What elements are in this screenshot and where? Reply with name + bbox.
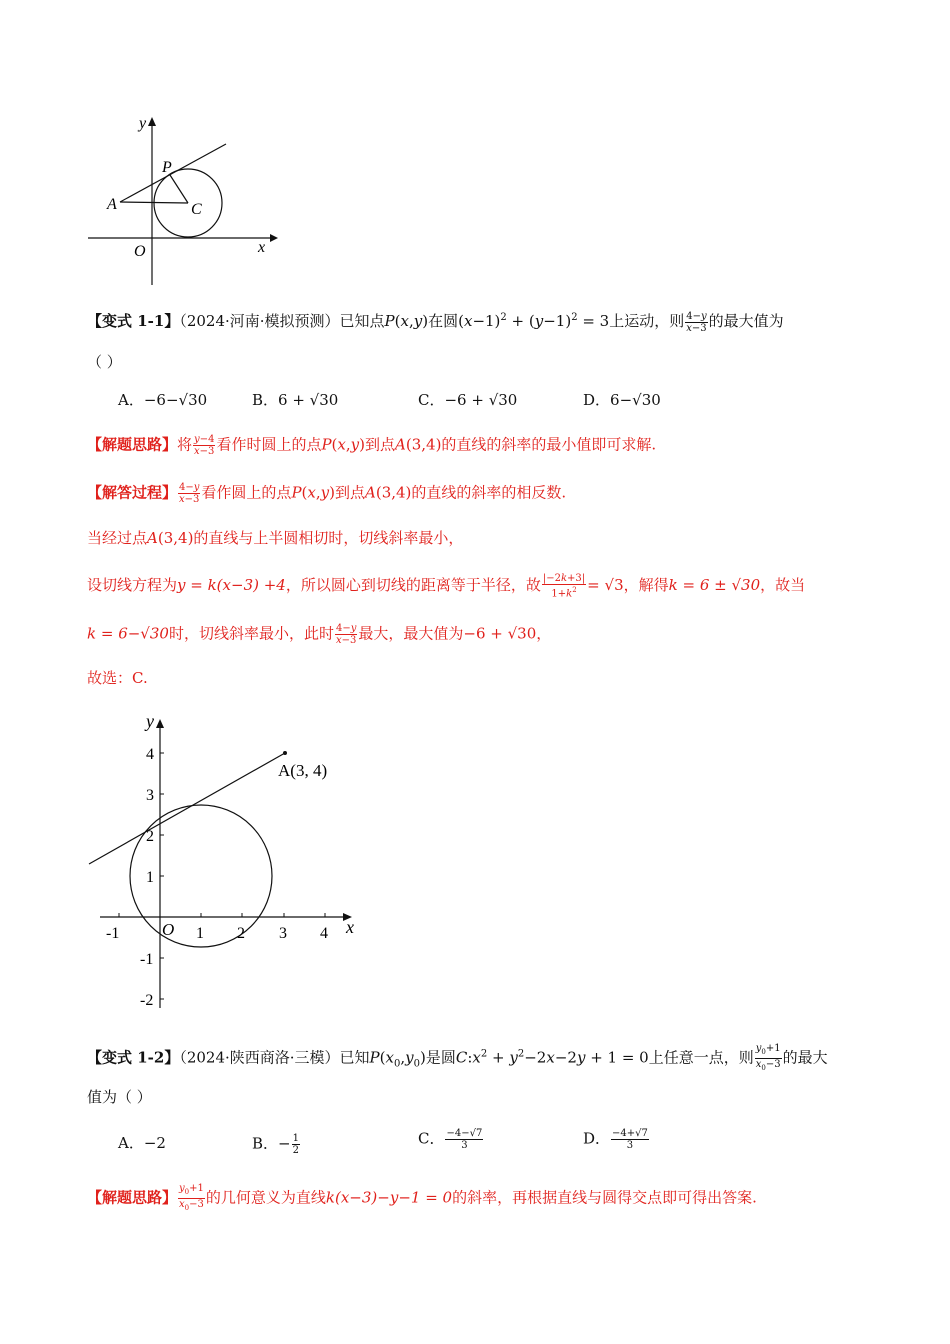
a1-process: 【解答过程】 $\frac{4-y}{x-3}$ 看作圆上的点P(x,y)到点A(3,4)的直线的斜率的相反数.: [87, 482, 567, 505]
a1-line4-eq: k = 6−√30: [87, 624, 169, 643]
a1-think-to: 到点: [365, 435, 396, 454]
fig2-tick-label-x-1: 1: [196, 925, 204, 942]
q1-tag: 【变式 1-1】: [87, 312, 180, 330]
fig2-tick-label-y-4: 4: [146, 746, 154, 763]
a2-think-end: 的斜率，再根据直线与圆得交点即可得出答案.: [452, 1188, 757, 1207]
a1-line2-end: 的直线与上半圆相切时，切线斜率最小，: [193, 529, 464, 547]
a1-line4-end: ，: [536, 624, 552, 643]
q1-option-d-value: 6−√30: [610, 391, 661, 409]
q2-stem: 【变式 1-2】（2024·陕西商洛·三模）已知$P(x_0,y_0)$是圆$C:x^2 + y^2-2x-2y + 1 = 0$上任意一点，则 $\frac{y_0+1}{x_0-3}$ 的最大: [87, 1043, 828, 1072]
fig2-tick-label-y-1: 1: [146, 869, 154, 886]
fig2-tick-label-y-3: 3: [146, 787, 154, 804]
a1-proc-end: 的直线的斜率的相反数.: [411, 483, 567, 502]
figure-1-diagram: [84, 110, 284, 290]
fig1-x-arrow: [270, 234, 278, 242]
q1-stem-end: 的最大值为: [708, 312, 784, 330]
fig2-tick-label-x-2: 2: [237, 925, 245, 942]
fig1-label-x: x: [258, 239, 266, 256]
q2-stem-mid1: 是圆: [425, 1048, 456, 1067]
a1-line2-pre: 当经过点: [87, 529, 148, 547]
fig1-segment-pc: [170, 175, 188, 203]
q1-option-c-label: C．: [418, 391, 445, 409]
a1-line4-mid: 时，切线斜率最小，此时: [168, 624, 334, 643]
a1-think-pre: 将: [177, 435, 193, 454]
a2-think-eq: k(x−3)−y−1 = 0: [325, 1188, 453, 1207]
q1-option-c[interactable]: [418, 390, 517, 410]
q1-option-b-label: B．: [252, 391, 279, 409]
fig1-label-a: A: [107, 196, 117, 213]
q2-option-a-value: −2: [143, 1134, 166, 1152]
q1-stem-mid2: 上运动，则: [609, 312, 685, 330]
q2-stem-end: 的最大: [782, 1048, 828, 1067]
q2-option-b-value: −: [278, 1134, 291, 1153]
a1-line3-eq3: k = 6 ± √30: [668, 576, 761, 595]
fig1-tangent-line: [120, 144, 226, 202]
a1-choose: 故选：C.: [87, 669, 148, 687]
q2-option-d-value: −4+√7: [612, 1128, 648, 1139]
q2-option-c[interactable]: C． $\frac{-4-√7}{3}$: [418, 1128, 483, 1151]
fig2-tangent-line: [89, 753, 285, 864]
q1-option-d-label: D．: [583, 391, 611, 409]
q1-paren: （ ）: [87, 353, 122, 371]
a1-line3-eq2: = √3: [587, 576, 624, 595]
fig1-label-c: C: [191, 201, 202, 218]
fig2-point-label: A(3, 4): [278, 761, 328, 780]
a1-proc-mid: 看作圆上的点: [201, 483, 292, 502]
q2-line2: 值为（ ）: [87, 1088, 152, 1106]
q2-option-d[interactable]: D． $\frac{-4+√7}{3}$: [583, 1128, 648, 1151]
q2-option-c-value: −4−√7: [446, 1128, 483, 1139]
fig2-tick-label-x-m1: -1: [106, 925, 120, 942]
fig2-tick-label-y-m2: -2: [140, 992, 154, 1009]
q2-source: （2024·陕西商洛·三模）已知: [179, 1048, 370, 1067]
fig1-y-arrow: [148, 117, 156, 126]
q1-option-b-value: 6 + √30: [278, 391, 339, 409]
q1-option-a-label: A．: [118, 391, 144, 409]
q1-source: （2024·河南·模拟预测）已知点: [179, 312, 385, 330]
a1-line4: k = 6−√30时，切线斜率最小，此时 $\frac{4-y}{x-3}$ 最大，最大值为−6 + √30，: [87, 623, 552, 646]
a1-think-mid: 看作时圆上的点: [216, 435, 322, 454]
a1-proc-to: 到点: [334, 483, 365, 502]
fig2-label-o: O: [162, 920, 175, 939]
fig2-tick-label-x-3: 3: [279, 925, 287, 942]
fig2-y-arrow: [156, 719, 164, 728]
q1-stem-mid1: 在圆: [428, 312, 459, 330]
fig2-point-a: [283, 751, 287, 755]
fig1-label-o: O: [134, 243, 146, 260]
a1-think-end: 的直线的斜率的最小值即可求解.: [441, 435, 657, 454]
a1-line3-end: ，故当: [760, 576, 806, 595]
q2-option-a[interactable]: [118, 1133, 166, 1153]
q1-option-c-value: −6 + √30: [444, 391, 518, 409]
a1-line4-mid2: 最大，最大值为: [358, 624, 464, 643]
q2-option-b-label: B．: [252, 1134, 279, 1153]
a1-line2: 当经过点A(3,4)的直线与上半圆相切时，切线斜率最小，: [87, 529, 464, 547]
q1-option-a[interactable]: [118, 390, 207, 410]
fig1-segment-ac: [120, 202, 188, 203]
a1-think-tag: 【解题思路】: [87, 435, 178, 454]
fig1-label-p: P: [162, 159, 172, 176]
a1-thinking: 【解题思路】将 $\frac{y-4}{x-3}$ 看作时圆上的点P(x,y)到点A(3,4)的直线的斜率的最小值即可求解.: [87, 434, 657, 457]
a2-think-mid: 的几何意义为直线: [205, 1188, 326, 1207]
fig2-tick-label-y-m1: -1: [140, 951, 154, 968]
fig2-tick-label-y-2: 2: [146, 828, 154, 845]
q1-stem: 【变式 1-1】（2024·河南·模拟预测）已知点P(x,y)在圆$(x-1)^2 + (y-1)^2 = 3$上运动，则 $\frac{4-y}{x-3}$ 的最大值为: [87, 310, 784, 334]
a2-think-tag: 【解题思路】: [87, 1188, 178, 1207]
q2-stem-mid2: 上任意一点，则: [648, 1048, 754, 1067]
a1-line3-pre: 设切线方程为: [87, 576, 178, 595]
a1-line3-mid2: ，解得: [623, 576, 669, 595]
q2-option-b[interactable]: B．− $\frac{1}{2}$: [252, 1133, 299, 1156]
figure-2-graph: [84, 706, 374, 1016]
q1-option-d[interactable]: [583, 390, 661, 410]
a1-line3-eq: y = k(x−3) +4: [177, 576, 286, 595]
a1-line3: 设切线方程为y = k(x−3) +4，所以圆心到切线的距离等于半径，故 $\frac{|-2k+3|}{1+k^2}$ = √3，解得k = 6 ± √30，故当: [87, 573, 806, 600]
q1-option-b[interactable]: [252, 390, 338, 410]
fig1-label-y: y: [139, 115, 147, 132]
fig2-tick-label-x-4: 4: [320, 925, 328, 942]
a1-proc-tag: 【解答过程】: [87, 483, 178, 502]
fig2-label-x: x: [346, 917, 354, 937]
fig2-label-y: y: [146, 711, 154, 731]
a1-line3-mid: ，所以圆心到切线的距离等于半径，故: [285, 576, 541, 595]
q2-option-c-label: C．: [418, 1129, 445, 1148]
q2-option-d-label: D．: [583, 1129, 611, 1148]
q2-tag: 【变式 1-2】: [87, 1048, 180, 1067]
q2-option-a-label: A．: [118, 1134, 144, 1152]
q1-option-a-value: −6−√30: [143, 391, 208, 409]
a2-thinking: 【解题思路】 $\frac{y_0+1}{x_0-3}$ 的几何意义为直线k(x−3)−y−1 = 0的斜率，再根据直线与圆得交点即可得出答案.: [87, 1183, 757, 1212]
a1-line4-val: −6 + √30: [463, 624, 537, 643]
